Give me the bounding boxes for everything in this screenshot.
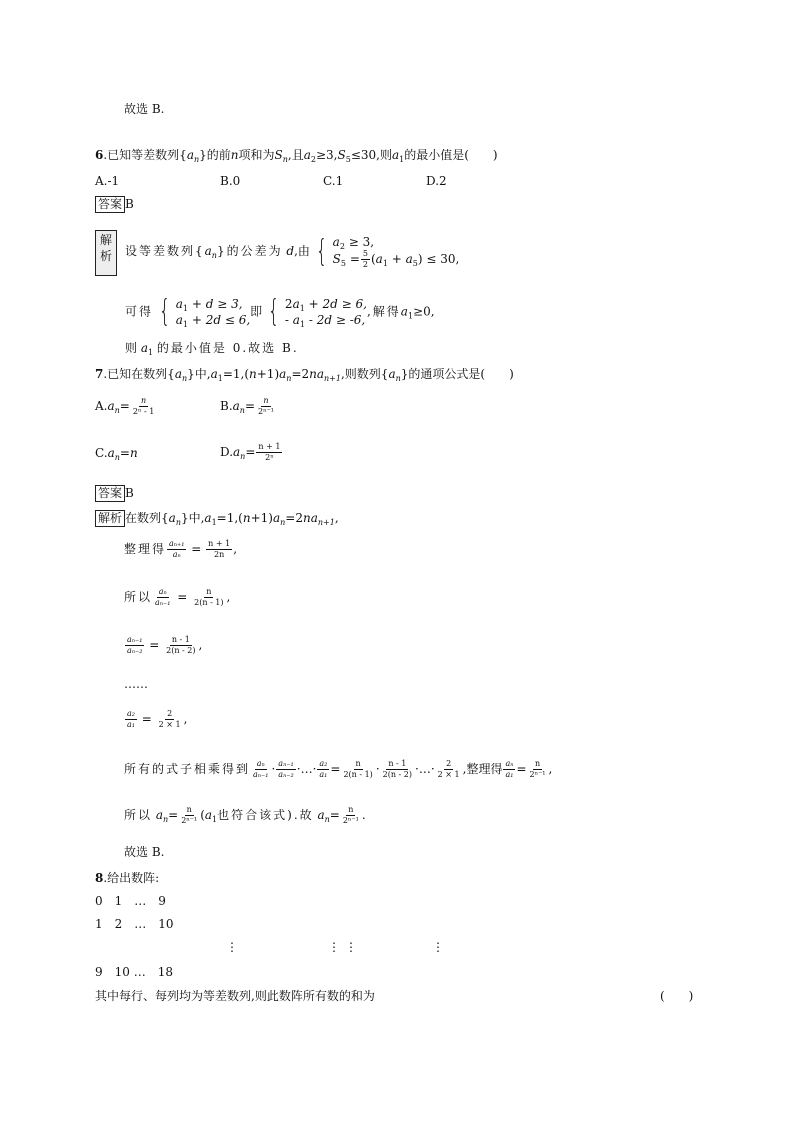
analysis-label: 解析 <box>95 230 117 276</box>
analysis-label: 解析 <box>95 510 125 527</box>
q6-stem: 6.已知等差数列$\{a_n\}$的前n项和为$S_n$,且$a_2\ge 3,S_5\le 30$,则$a_1$的最小值是( ) <box>95 148 498 164</box>
q7-ellipsis: …… <box>124 677 148 691</box>
answer-label: 答案 <box>95 485 125 502</box>
q6-analysis-line2: 可得 { $a_1 + d \ge 3$, $a_1 + 2d \le 6$, 即 { $2a_1 + 2d \ge 6$, - $a_1 - 2d \ge -6$, ,解得$a_1\ge 0$, <box>125 294 435 330</box>
matrix-vdots-2: ⋮ <box>328 940 340 954</box>
q7-stem: 7.已知在数列$\{a_n\}$中$,a_1=1,(n+1)a_n=2na_{n+1}$,则数列$\{a_n\}$的通项公式是( ) <box>95 367 514 383</box>
q6-system-3: $2a_1 + 2d \ge 6$, - $a_1 - 2d \ge -6$, <box>284 297 367 330</box>
q6-option-d: D.2 <box>426 174 447 188</box>
q8-stem: 8.给出数阵: <box>95 871 160 885</box>
q7-option-b: $B.a_n=$ $\frac{n}{\text{2ⁿ⁻¹}}$ <box>220 396 274 416</box>
q7-option-c: $C.a_n=n$ <box>95 446 138 462</box>
q6-option-a: A.-1 <box>95 174 120 188</box>
q7-step-1: 整理得 $\frac{\text{aₙ₊₁}}{\text{aₙ}}$ = $\frac{n + 1}{2n}$ , <box>124 539 238 559</box>
q7-answer: 答案 B <box>95 485 134 502</box>
q6-analysis-line1: 设等差数列$\{a_n\}$的公差为 d,由 { $a_2 \ge 3$, $S_5$ = $\frac{5}{2}$ $(a_1 + a_5) \le 30$, <box>125 233 460 270</box>
q8-question: 其中每行、每列均为等差数列,则此数阵所有数的和为 <box>95 989 375 1003</box>
matrix-row-1: 0 1 … 9 <box>95 894 166 908</box>
q7-option-a: $A.a_n=$ $\frac{n}{\text{2ⁿ - 1}}$ <box>95 396 155 416</box>
answer-label: 答案 <box>95 196 125 213</box>
q7-step-3: $\frac{\text{aₙ₋₁}}{\text{aₙ₋₂}}$ = $\frac{n - 1}{2(n - 2)}$ , <box>127 635 203 655</box>
matrix-row-2: 1 2 … 10 <box>95 917 174 931</box>
q6-option-b: B.0 <box>220 174 241 188</box>
q6-system-2: $a_1 + d \ge 3$, $a_1 + 2d \le 6$, <box>175 297 251 330</box>
q6-system-1: $a_2 \ge 3$, $S_5$ = $\frac{5}{2}$ $(a_1 + a_5) \le 30$, <box>332 235 460 270</box>
q6-analysis-line3: 则 $a_1$ 的最小值是 0.故选 B. <box>125 341 299 357</box>
q7-analysis-line1: 解析 在数列$\{a_n\}$中$,a_1=1,(n+1)a_n=2na_{n+1}$, <box>95 510 339 527</box>
matrix-vdots-1: ⋮ <box>226 940 238 954</box>
q7-step-5: 所有的式子相乘得到 $\frac{\text{aₙ}}{\text{aₙ₋₁}}$ · $\frac{\text{aₙ₋₁}}{\text{aₙ₋₂}}$ ·…· $\frac{\text{a₂}}{\text{a₁}}$ = $\frac{n}{2(n - 1)}$ · $\frac{n - 1}{2(n - 2)}$ ·…· $\frac{2}{2 \times 1}$ ,整理得 $\frac{\text{aₙ}}{\text{a₁}}$ = $\frac{n}{\text{2ⁿ⁻¹}}$ , <box>124 759 553 779</box>
q7-conclusion: 故选 B. <box>124 845 165 859</box>
q8-answer-paren: ( ) <box>660 989 694 1003</box>
matrix-vdots-3: ⋮ <box>345 940 357 954</box>
matrix-row-last: 9 10 … 18 <box>95 965 173 979</box>
q7-option-d: $D.a_n=$ $\frac{n + 1}{\text{2ⁿ}}$ <box>220 442 281 462</box>
matrix-vdots-4: ⋮ <box>432 940 444 954</box>
q7-step-2: 所以 $\frac{\text{aₙ}}{\text{aₙ₋₁}}$ = $\frac{n}{2(n - 1)}$ , <box>124 587 231 607</box>
q6-answer: 答案 B <box>95 196 134 213</box>
q6-option-c: C.1 <box>323 174 344 188</box>
q7-step-6: 所以 $a_n=$ $\frac{n}{\text{2ⁿ⁻¹}}$ ($a_1$也符合该式).故 $a_n=$ $\frac{n}{\text{2ⁿ⁻¹}}$ . <box>124 805 366 825</box>
q7-step-4: $\frac{\text{a₂}}{\text{a₁}}$ = $\frac{2}{2 \times 1}$ , <box>127 709 188 729</box>
top-conclusion: 故选 B. <box>124 102 165 116</box>
